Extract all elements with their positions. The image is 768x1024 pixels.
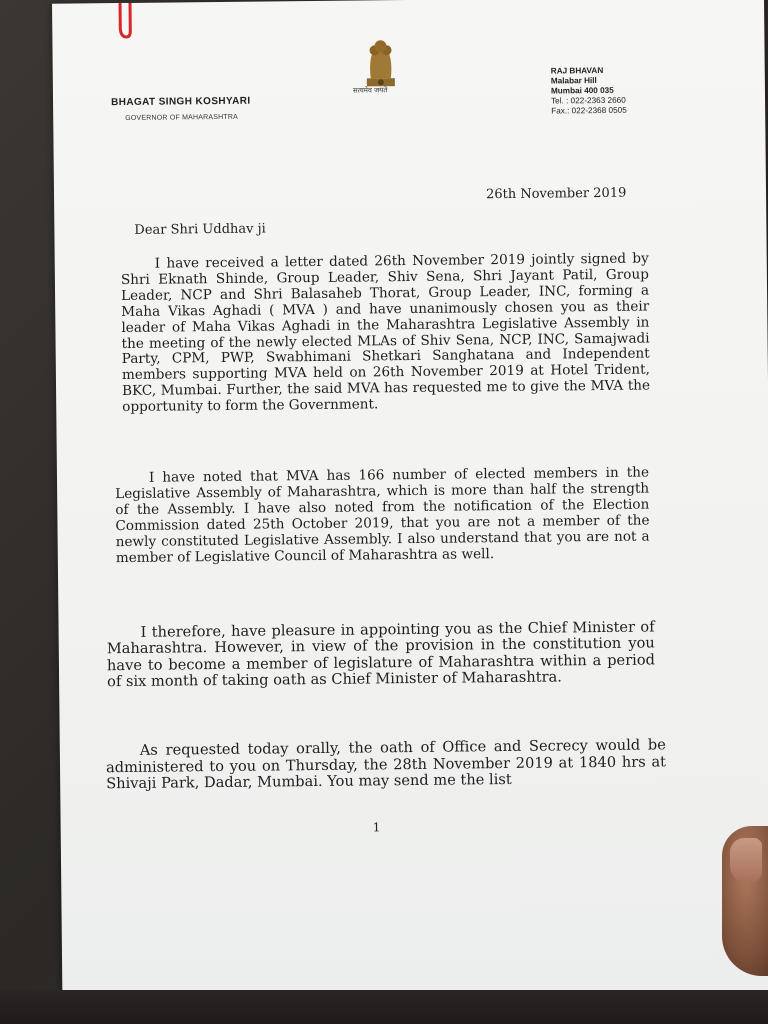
paragraph: I have received a letter dated 26th November 2019 jointly signed by Shri Eknath Shinde, Group Leader, Shiv Sena, Shri Jayant Patil, Group Leader, NCP and Shri Balasaheb Thorat, Group Leader, INC, forming a Maha Vikas Aghadi ( MVA ) and have unanimously chosen you as their leader of Maha Vikas Aghadi in the Maharashtra Legislative Assembly in the meeting of the newly elected MLAs of Shiv Sena, NCP, INC, Samajwadi Party, CPM, PWP, Swabhimani Shetkari Sanghatana and Independent members supporting MVA held on 26th November 2019 at Hotel Trident, BKC, Mumbai. Further, the said MVA has requested me to give the MVA the opportunity to form the Government. — [120, 250, 651, 416]
page-number: 1 — [372, 820, 381, 835]
thumbnail — [730, 838, 762, 882]
letter-page — [52, 0, 768, 1004]
table-surface — [0, 990, 768, 1024]
paragraph: I have noted that MVA has 166 number of elected members in the Legislative Assembly of Maharashtra, which is more than half the strength of the Assembly. I have also noted from the notification of the Election Commission dated 25th October 2019, that you are not a member of the newly constituted Legislative Assembly. I also understand that you are not a member of Legislative Council of Maharashtra as well. — [115, 464, 650, 566]
telephone: Tel. : 022-2363 2660 — [551, 95, 626, 106]
paper-clip-icon — [114, 0, 132, 43]
sender-name: BHAGAT SINGH KOSHYARI — [111, 95, 251, 109]
paragraph: I therefore, have pleasure in appointing you as the Chief Minister of Maharashtra. However, in view of the provision in the constitution you have to become a member of legislature of Maharashtra within a period of six month of taking oath as Chief Minister of Maharashtra. — [106, 618, 656, 691]
letter-date: 26th November 2019 — [485, 185, 627, 203]
sender-title: GOVERNOR OF MAHARASHTRA — [125, 113, 238, 122]
emblem-motto: सत्यमेव जयते — [352, 86, 388, 95]
address-block — [551, 66, 627, 117]
address-line: Malabar Hill — [550, 76, 597, 86]
paragraph: As requested today orally, the oath of Office and Secrecy would be administered to you on Thursday, the 28th November 2019 at 1840 hrs at Shivaji Park, Dadar, Mumbai. You may send me the list — [105, 736, 667, 793]
salutation: Dear Shri Uddhav ji — [134, 221, 266, 238]
fax: Fax.: 022-2368 0505 — [551, 105, 627, 116]
address-line: Mumbai 400 035 — [550, 85, 614, 96]
address-line: RAJ BHAVAN — [550, 65, 604, 76]
